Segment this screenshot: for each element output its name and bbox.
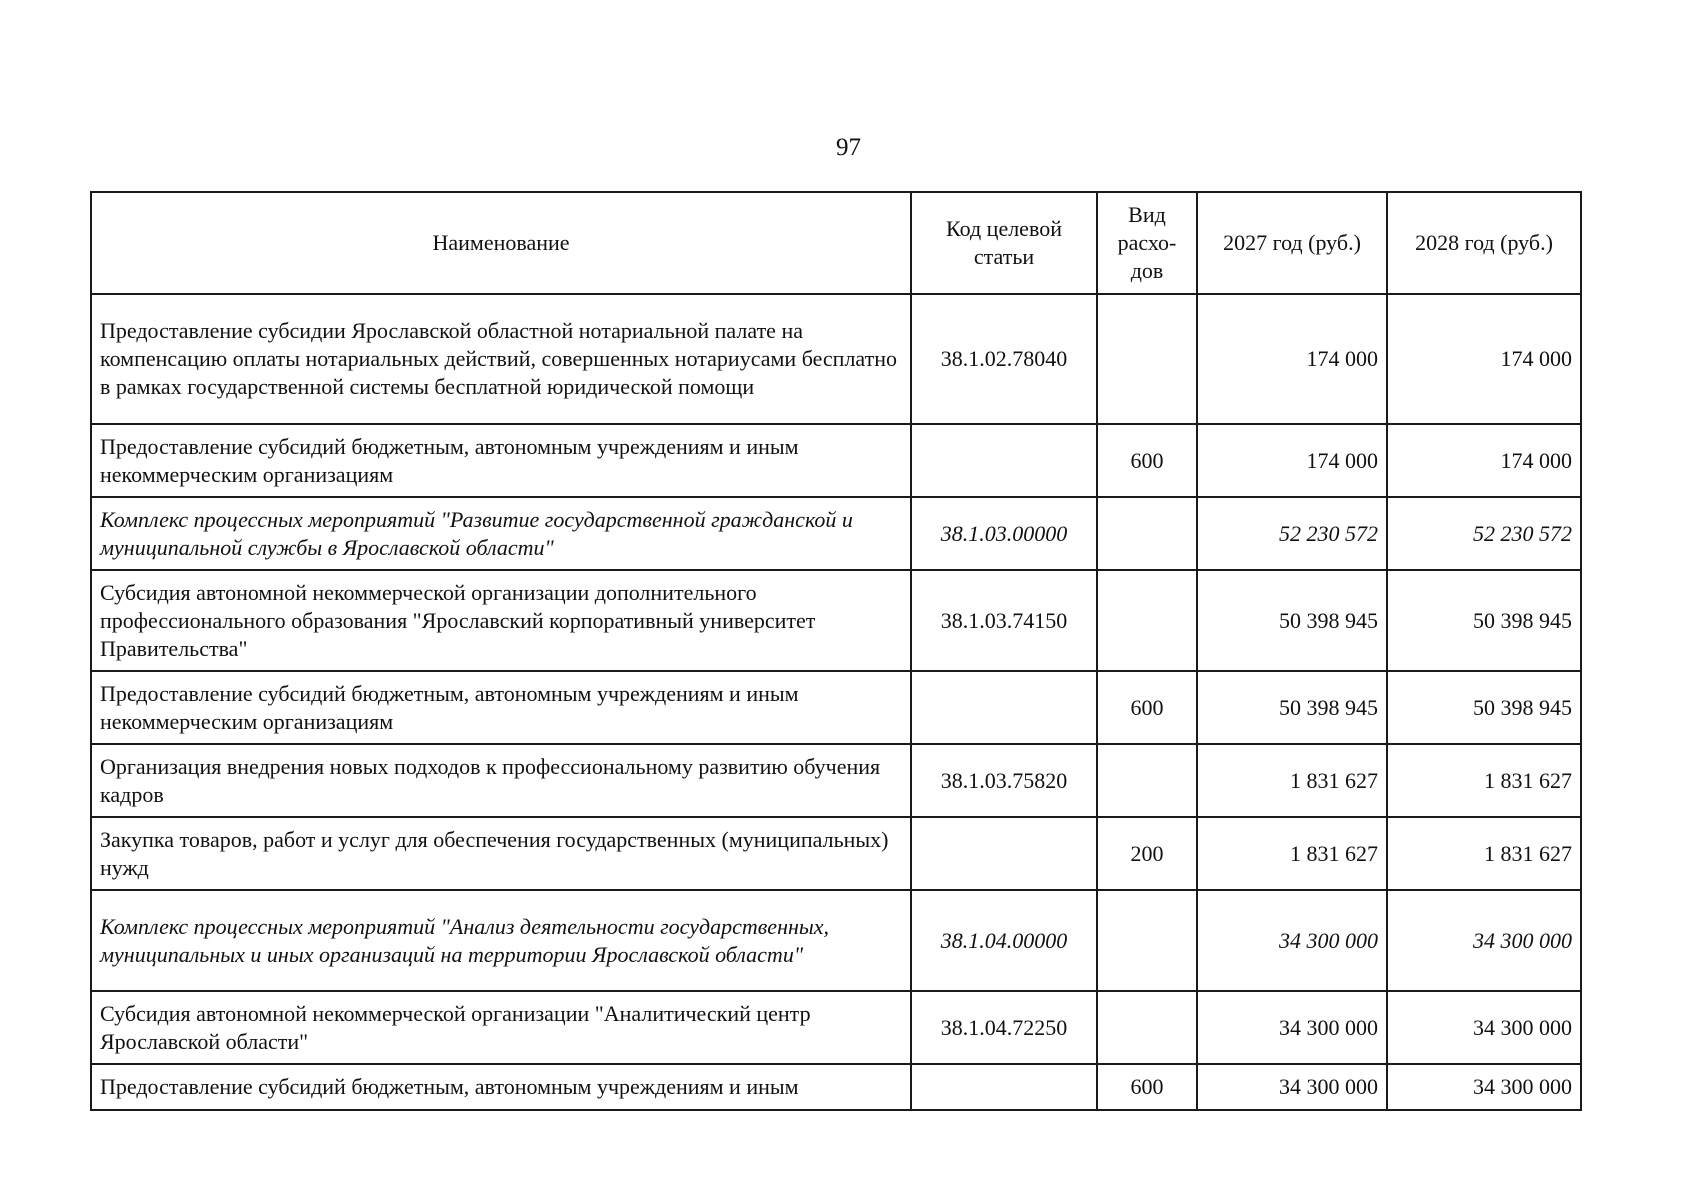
row-amount-2027-cell: 34 300 000 xyxy=(1197,1064,1387,1110)
row-amount-2027-cell: 1 831 627 xyxy=(1197,817,1387,890)
row-amount-2027-cell: 1 831 627 xyxy=(1197,744,1387,817)
page-number: 97 xyxy=(836,134,861,161)
row-code-cell: 38.1.04.72250 xyxy=(911,991,1097,1064)
row-name-cell: Субсидия автономной некоммерческой организации дополнительного профессионального образования "Ярославский корпоративный университет Правительства" xyxy=(91,570,911,671)
budget-table xyxy=(90,191,1582,1111)
row-name-cell: Предоставление субсидий бюджетным, автономным учреждениям и иным некоммерческим организациям xyxy=(91,424,911,497)
row-code-cell: 38.1.03.74150 xyxy=(911,570,1097,671)
row-code-cell xyxy=(911,671,1097,744)
row-name-cell: Организация внедрения новых подходов к профессиональному развитию обучения кадров xyxy=(91,744,911,817)
header-year-2027: 2027 год (руб.) xyxy=(1197,192,1387,294)
row-expense-type-cell: 600 xyxy=(1097,671,1197,744)
header-name: Наименование xyxy=(91,192,911,294)
row-code-cell xyxy=(911,1064,1097,1110)
row-amount-2028-cell: 1 831 627 xyxy=(1387,744,1581,817)
row-code-cell: 38.1.03.75820 xyxy=(911,744,1097,817)
table-row xyxy=(91,817,1581,890)
table-row xyxy=(91,991,1581,1064)
table-row xyxy=(91,1064,1581,1110)
row-expense-type-cell xyxy=(1097,744,1197,817)
row-code-cell xyxy=(911,424,1097,497)
row-name-cell: Предоставление субсидий бюджетным, автономным учреждениям и иным xyxy=(91,1064,911,1110)
row-expense-type-cell xyxy=(1097,294,1197,424)
row-expense-type-cell xyxy=(1097,497,1197,570)
row-expense-type-cell: 200 xyxy=(1097,817,1197,890)
row-expense-type-cell xyxy=(1097,991,1197,1064)
row-amount-2027-cell: 50 398 945 xyxy=(1197,570,1387,671)
row-amount-2028-cell: 174 000 xyxy=(1387,294,1581,424)
table-row xyxy=(91,497,1581,570)
table-row xyxy=(91,294,1581,424)
row-amount-2028-cell: 174 000 xyxy=(1387,424,1581,497)
row-amount-2028-cell: 34 300 000 xyxy=(1387,890,1581,991)
row-code-cell: 38.1.03.00000 xyxy=(911,497,1097,570)
row-amount-2028-cell: 52 230 572 xyxy=(1387,497,1581,570)
header-year-2028: 2028 год (руб.) xyxy=(1387,192,1581,294)
row-amount-2028-cell: 34 300 000 xyxy=(1387,991,1581,1064)
row-amount-2027-cell: 34 300 000 xyxy=(1197,890,1387,991)
row-name-cell: Предоставление субсидий бюджетным, автономным учреждениям и иным некоммерческим организациям xyxy=(91,671,911,744)
row-name-cell: Комплекс процессных мероприятий "Анализ деятельности государственных, муниципальных и иных организаций на территории Ярославской области" xyxy=(91,890,911,991)
table-row xyxy=(91,570,1581,671)
row-name-cell: Субсидия автономной некоммерческой организации "Аналитический центр Ярославской области" xyxy=(91,991,911,1064)
row-amount-2028-cell: 34 300 000 xyxy=(1387,1064,1581,1110)
table-row xyxy=(91,744,1581,817)
row-code-cell: 38.1.02.78040 xyxy=(911,294,1097,424)
row-expense-type-cell xyxy=(1097,890,1197,991)
row-expense-type-cell: 600 xyxy=(1097,1064,1197,1110)
row-code-cell: 38.1.04.00000 xyxy=(911,890,1097,991)
row-amount-2028-cell: 50 398 945 xyxy=(1387,671,1581,744)
row-amount-2028-cell: 1 831 627 xyxy=(1387,817,1581,890)
table-row xyxy=(91,890,1581,991)
row-amount-2027-cell: 174 000 xyxy=(1197,294,1387,424)
row-code-cell xyxy=(911,817,1097,890)
header-expense-type: Вид расхо-дов xyxy=(1097,192,1197,294)
header-code: Код целевой статьи xyxy=(911,192,1097,294)
table-body xyxy=(91,294,1581,1110)
row-amount-2027-cell: 174 000 xyxy=(1197,424,1387,497)
table-row xyxy=(91,424,1581,497)
table-row xyxy=(91,671,1581,744)
row-amount-2027-cell: 50 398 945 xyxy=(1197,671,1387,744)
row-name-cell: Комплекс процессных мероприятий "Развитие государственной гражданской и муниципальной службы в Ярославской области" xyxy=(91,497,911,570)
row-name-cell: Закупка товаров, работ и услуг для обеспечения государственных (муниципальных) нужд xyxy=(91,817,911,890)
table-header-row xyxy=(91,192,1581,294)
row-amount-2028-cell: 50 398 945 xyxy=(1387,570,1581,671)
row-amount-2027-cell: 52 230 572 xyxy=(1197,497,1387,570)
row-expense-type-cell xyxy=(1097,570,1197,671)
row-expense-type-cell: 600 xyxy=(1097,424,1197,497)
row-name-cell: Предоставление субсидии Ярославской областной нотариальной палате на компенсацию оплаты нотариальных действий, совершенных нотариусами бесплатно в рамках государственной системы бесплатной юридической помощи xyxy=(91,294,911,424)
row-amount-2027-cell: 34 300 000 xyxy=(1197,991,1387,1064)
